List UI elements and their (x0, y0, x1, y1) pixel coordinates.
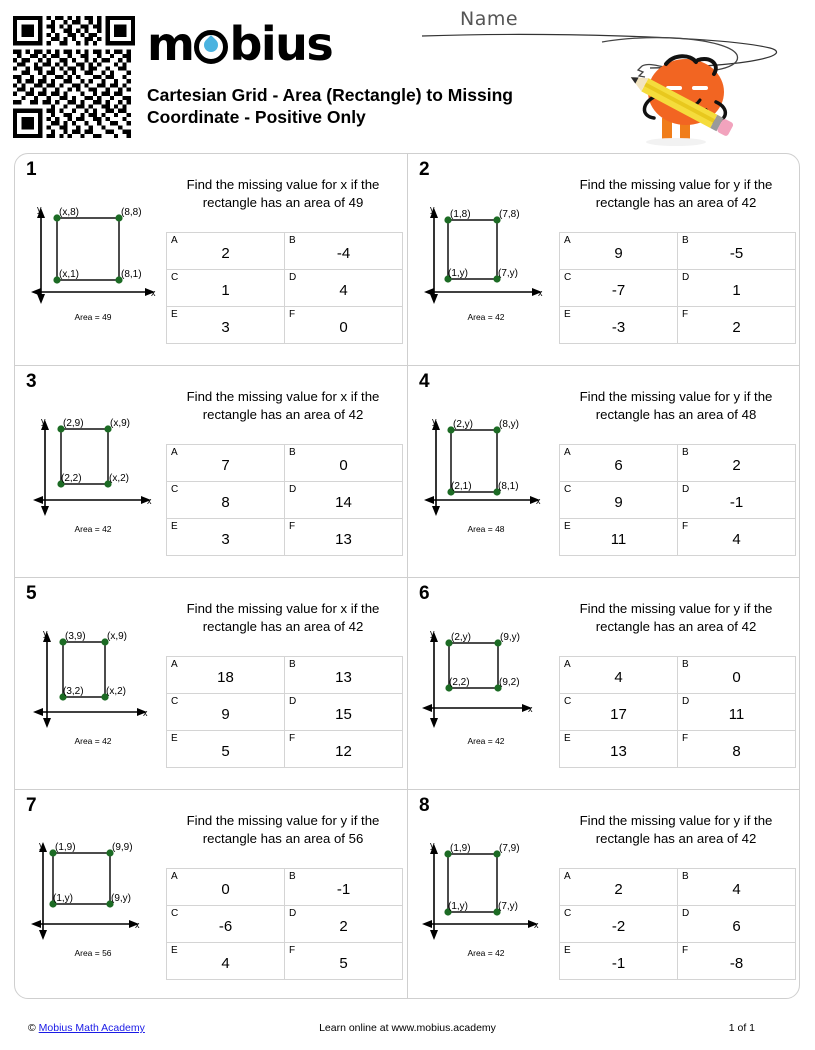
option-value: 9 (614, 494, 623, 511)
option-letter: D (289, 272, 297, 283)
answer-row (560, 906, 796, 943)
answer-option-c[interactable] (167, 906, 285, 943)
answer-option-a[interactable] (167, 657, 285, 694)
option-value: -3 (611, 319, 626, 336)
answer-row (560, 657, 796, 694)
answer-option-b[interactable] (678, 233, 796, 270)
svg-text:x: x (151, 288, 156, 298)
question-cell-7 (15, 790, 408, 1000)
answer-option-b[interactable] (678, 869, 796, 906)
option-letter: D (682, 272, 690, 283)
option-letter: A (564, 235, 571, 246)
svg-text:x: x (135, 920, 140, 930)
answer-option-f[interactable] (678, 307, 796, 344)
option-value: 4 (614, 669, 623, 686)
answer-option-a[interactable] (560, 869, 678, 906)
figure-svg (23, 200, 163, 312)
vertex-label-bottom-left: (2,2) (449, 677, 470, 688)
option-letter: F (682, 521, 689, 532)
option-value: 8 (732, 743, 741, 760)
figure-svg (23, 836, 163, 948)
answer-option-f[interactable] (678, 519, 796, 556)
option-letter: E (564, 521, 571, 532)
answer-row (167, 519, 403, 556)
question-prompt: Find the missing value for y if the rectangle has an area of 48 (579, 389, 773, 422)
answer-option-a[interactable] (560, 445, 678, 482)
option-letter: F (289, 309, 296, 320)
option-letter: D (289, 696, 297, 707)
figure-svg (23, 624, 163, 736)
answer-option-b[interactable] (285, 657, 403, 694)
option-letter: E (171, 521, 178, 532)
questions-table (15, 154, 800, 999)
answer-row (167, 482, 403, 519)
answer-option-d[interactable] (678, 694, 796, 731)
option-letter: B (289, 659, 296, 670)
answer-row (560, 731, 796, 768)
question-prompt: Find the missing value for x if the rectangle has an area of 49 (186, 177, 380, 210)
answer-options-table (559, 444, 796, 556)
area-caption: Area = 49 (74, 312, 112, 322)
vertex-label-top-right: (7,9) (499, 843, 520, 854)
answer-option-b[interactable] (678, 657, 796, 694)
vertex-label-bottom-right: (x,2) (106, 686, 126, 697)
vertex-label-top-left: (1,8) (450, 209, 471, 220)
vertex-label-bottom-left: (2,2) (61, 473, 82, 484)
cartesian-figure (416, 200, 556, 340)
option-value: 8 (221, 494, 230, 511)
answer-option-f[interactable] (285, 519, 403, 556)
answer-option-b[interactable] (285, 233, 403, 270)
answer-option-b[interactable] (285, 445, 403, 482)
question-cell-6 (408, 578, 801, 790)
area-caption: Area = 48 (467, 524, 505, 534)
option-value: 14 (335, 494, 352, 511)
vertex-label-bottom-left: (1,y) (53, 893, 73, 904)
question-number: 6 (419, 583, 430, 604)
svg-text:y: y (432, 416, 437, 426)
vertex-label-top-left: (3,9) (65, 631, 86, 642)
page-number: 1 of 1 (728, 1022, 755, 1034)
option-letter: D (682, 484, 690, 495)
svg-text:x: x (538, 288, 543, 298)
option-value: 0 (221, 881, 230, 898)
vertex-label-top-right: (x,9) (107, 631, 127, 642)
vertex-label-bottom-right: (7,y) (498, 901, 518, 912)
option-value: 13 (335, 531, 352, 548)
answer-option-c[interactable] (560, 906, 678, 943)
question-prompt: Find the missing value for y if the rectangle has an area of 42 (579, 177, 773, 210)
option-letter: A (171, 447, 178, 458)
page-footer (0, 1022, 815, 1046)
option-value: 12 (335, 743, 352, 760)
area-caption: Area = 42 (467, 312, 505, 322)
copyright-symbol: © (28, 1022, 36, 1034)
option-value: 11 (728, 706, 745, 723)
answer-options-table (559, 868, 796, 980)
question-cell-1 (15, 154, 408, 366)
option-letter: E (171, 945, 178, 956)
answer-options-table (166, 656, 403, 768)
cartesian-figure (23, 624, 163, 764)
vertex-label-bottom-right: (9,y) (111, 893, 131, 904)
question-row (15, 578, 800, 790)
option-letter: C (171, 272, 179, 283)
answer-row (560, 943, 796, 980)
option-letter: F (682, 945, 689, 956)
answer-option-f[interactable] (678, 943, 796, 980)
question-row (15, 366, 800, 578)
option-value: -1 (611, 955, 626, 972)
vertex-label-bottom-left: (3,2) (63, 686, 84, 697)
answer-row (560, 307, 796, 344)
option-value: -2 (611, 918, 626, 935)
option-value: 7 (221, 457, 230, 474)
learn-online-text: Learn online at www.mobius.academy (319, 1022, 496, 1034)
vertex-label-bottom-left: (2,1) (451, 481, 472, 492)
answer-row (167, 657, 403, 694)
answer-row (167, 694, 403, 731)
answer-option-f[interactable] (285, 943, 403, 980)
cartesian-figure (416, 412, 556, 552)
option-value: 9 (614, 245, 623, 262)
answer-row (167, 906, 403, 943)
question-number: 2 (419, 159, 430, 180)
option-value: 2 (732, 457, 741, 474)
vertex-label-top-right: (x,9) (110, 418, 130, 429)
option-letter: B (682, 447, 689, 458)
option-letter: C (171, 696, 179, 707)
figure-svg (416, 624, 556, 736)
option-value: -5 (729, 245, 744, 262)
question-prompt: Find the missing value for y if the rectangle has an area of 42 (579, 601, 773, 634)
option-value: 4 (221, 955, 230, 972)
question-prompt: Find the missing value for x if the rectangle has an area of 42 (186, 389, 380, 422)
option-letter: B (289, 871, 296, 882)
svg-text:x: x (534, 920, 539, 930)
option-letter: C (564, 484, 572, 495)
answer-option-f[interactable] (285, 307, 403, 344)
figure-svg (416, 412, 556, 524)
answer-option-e[interactable] (560, 943, 678, 980)
option-letter: D (682, 908, 690, 919)
area-caption: Area = 42 (74, 524, 112, 534)
cartesian-figure (23, 836, 163, 976)
option-value: 3 (221, 319, 230, 336)
answer-option-e[interactable] (167, 519, 285, 556)
answer-option-d[interactable] (285, 694, 403, 731)
option-value: 0 (339, 457, 348, 474)
vertex-label-top-left: (x,8) (59, 207, 79, 218)
option-letter: B (289, 235, 296, 246)
svg-text:y: y (430, 628, 435, 638)
option-letter: A (564, 447, 571, 458)
option-letter: B (682, 659, 689, 670)
name-label: Name (460, 8, 519, 30)
vertex-label-top-left: (2,9) (63, 418, 84, 429)
svg-text:x: x (147, 496, 152, 506)
question-number: 8 (419, 795, 430, 816)
answer-option-e[interactable] (560, 307, 678, 344)
vertex-label-top-right: (9,9) (112, 842, 133, 853)
answer-option-a[interactable] (167, 869, 285, 906)
option-letter: F (289, 945, 296, 956)
qr-code (13, 16, 135, 138)
option-value: 17 (610, 706, 627, 723)
option-letter: A (171, 235, 178, 246)
answer-option-d[interactable] (285, 906, 403, 943)
mobius-logo (147, 18, 412, 72)
answer-row (560, 482, 796, 519)
answer-option-d[interactable] (285, 270, 403, 307)
option-value: -1 (336, 881, 351, 898)
option-value: 13 (335, 669, 352, 686)
option-letter: B (289, 447, 296, 458)
option-letter: B (682, 871, 689, 882)
question-cell-5 (15, 578, 408, 790)
answer-option-a[interactable] (560, 657, 678, 694)
answer-row (167, 307, 403, 344)
answer-row (560, 445, 796, 482)
option-letter: E (171, 309, 178, 320)
answer-option-e[interactable] (560, 519, 678, 556)
mobius-math-academy-link[interactable]: Mobius Math Academy (38, 1022, 145, 1034)
answer-option-d[interactable] (678, 906, 796, 943)
answer-option-d[interactable] (285, 482, 403, 519)
answer-option-d[interactable] (678, 482, 796, 519)
answer-option-c[interactable] (560, 482, 678, 519)
cartesian-figure (23, 200, 163, 340)
option-value: 2 (221, 245, 230, 262)
question-cell-2 (408, 154, 801, 366)
logo-text-post: bius (229, 17, 333, 71)
answer-option-a[interactable] (560, 233, 678, 270)
figure-svg (416, 836, 556, 948)
option-value: 3 (221, 531, 230, 548)
mascot-illustration (600, 30, 750, 148)
answer-option-b[interactable] (678, 445, 796, 482)
answer-row (167, 233, 403, 270)
vertex-label-bottom-right: (7,y) (498, 268, 518, 279)
answer-row (167, 869, 403, 906)
svg-text:y: y (37, 204, 42, 214)
option-value: 1 (221, 282, 230, 299)
option-value: 2 (732, 319, 741, 336)
answer-option-a[interactable] (167, 445, 285, 482)
question-number: 1 (26, 159, 37, 180)
vertex-label-top-left: (1,9) (450, 843, 471, 854)
vertex-label-bottom-left: (1,y) (448, 268, 468, 279)
option-letter: E (564, 733, 571, 744)
option-letter: A (171, 659, 178, 670)
cartesian-figure (23, 412, 163, 552)
question-number: 3 (26, 371, 37, 392)
vertex-label-bottom-right: (x,2) (109, 473, 129, 484)
answer-row (560, 869, 796, 906)
option-value: 4 (732, 881, 741, 898)
answer-option-c[interactable] (167, 270, 285, 307)
svg-text:y: y (41, 416, 46, 426)
page-title: Cartesian Grid - Area (Rectangle) to Missing Coordinate - Positive Only (147, 85, 513, 127)
answer-row (167, 270, 403, 307)
vertex-label-bottom-left: (1,y) (448, 901, 468, 912)
svg-text:y: y (430, 204, 435, 214)
question-row (15, 154, 800, 366)
answer-options-table (559, 656, 796, 768)
answer-row (167, 445, 403, 482)
answer-row (560, 519, 796, 556)
option-letter: A (564, 659, 571, 670)
area-caption: Area = 42 (467, 948, 505, 958)
answer-option-a[interactable] (167, 233, 285, 270)
option-letter: E (564, 309, 571, 320)
option-letter: C (564, 908, 572, 919)
svg-text:x: x (528, 704, 533, 714)
option-value: 18 (217, 669, 234, 686)
answer-option-d[interactable] (678, 270, 796, 307)
answer-option-e[interactable] (560, 731, 678, 768)
answer-row (560, 233, 796, 270)
option-value: -8 (729, 955, 744, 972)
question-number: 5 (26, 583, 37, 604)
option-value: 13 (610, 743, 627, 760)
answer-row (167, 731, 403, 768)
question-cell-4 (408, 366, 801, 578)
question-prompt: Find the missing value for x if the rectangle has an area of 42 (186, 601, 380, 634)
option-letter: F (682, 309, 689, 320)
answer-option-e[interactable] (167, 731, 285, 768)
option-letter: B (682, 235, 689, 246)
vertex-label-top-right: (9,y) (500, 632, 520, 643)
question-number: 7 (26, 795, 37, 816)
vertex-label-top-left: (1,9) (55, 842, 76, 853)
option-letter: D (682, 696, 690, 707)
area-caption: Area = 56 (74, 948, 112, 958)
vertex-label-top-left: (2,y) (451, 632, 471, 643)
option-value: 5 (339, 955, 348, 972)
cartesian-figure (416, 624, 556, 764)
figure-svg (23, 412, 163, 524)
mascot-svg (600, 30, 750, 148)
svg-text:y: y (39, 840, 44, 850)
vertex-label-top-right: (7,8) (499, 209, 520, 220)
answer-option-e[interactable] (167, 943, 285, 980)
answer-options-table (559, 232, 796, 344)
question-prompt: Find the missing value for y if the rectangle has an area of 42 (579, 813, 773, 846)
option-value: -4 (336, 245, 351, 262)
questions-grid (14, 153, 800, 999)
cartesian-figure (416, 836, 556, 976)
option-letter: E (171, 733, 178, 744)
vertex-label-bottom-right: (8,1) (498, 481, 519, 492)
option-value: 0 (339, 319, 348, 336)
option-value: 5 (221, 743, 230, 760)
answer-options-table (166, 444, 403, 556)
option-value: 6 (732, 918, 741, 935)
mobius-droplet-icon (194, 30, 228, 64)
answer-row (560, 694, 796, 731)
option-letter: C (171, 908, 179, 919)
option-letter: E (564, 945, 571, 956)
option-value: 4 (339, 282, 348, 299)
vertex-label-bottom-right: (8,1) (121, 269, 142, 280)
answer-row (167, 943, 403, 980)
vertex-label-top-left: (2,y) (453, 419, 473, 430)
answer-row (560, 270, 796, 307)
vertex-label-top-right: (8,8) (121, 207, 142, 218)
option-value: -6 (218, 918, 233, 935)
svg-text:x: x (143, 708, 148, 718)
area-caption: Area = 42 (467, 736, 505, 746)
question-cell-3 (15, 366, 408, 578)
answer-options-table (166, 232, 403, 344)
option-letter: C (171, 484, 179, 495)
option-value: 15 (335, 706, 352, 723)
option-value: 1 (732, 282, 741, 299)
vertex-label-bottom-right: (9,2) (499, 677, 520, 688)
answer-option-f[interactable] (678, 731, 796, 768)
figure-svg (416, 200, 556, 312)
question-row (15, 790, 800, 1000)
qr-code-svg (13, 16, 135, 138)
svg-text:y: y (43, 628, 48, 638)
option-value: 9 (221, 706, 230, 723)
option-value: -7 (611, 282, 626, 299)
answer-options-table (166, 868, 403, 980)
option-letter: F (289, 521, 296, 532)
page-header (0, 0, 815, 148)
answer-option-e[interactable] (167, 307, 285, 344)
vertex-label-bottom-left: (x,1) (59, 269, 79, 280)
svg-text:y: y (430, 840, 435, 850)
option-value: 0 (732, 669, 741, 686)
logo-text-pre: m (147, 17, 194, 71)
option-letter: D (289, 908, 297, 919)
option-letter: A (564, 871, 571, 882)
option-value: 2 (614, 881, 623, 898)
question-prompt: Find the missing value for y if the rectangle has an area of 56 (186, 813, 380, 846)
option-value: -1 (729, 494, 744, 511)
answer-option-b[interactable] (285, 869, 403, 906)
option-value: 6 (614, 457, 623, 474)
option-letter: A (171, 871, 178, 882)
option-letter: D (289, 484, 297, 495)
option-letter: C (564, 696, 572, 707)
answer-option-f[interactable] (285, 731, 403, 768)
question-cell-8 (408, 790, 801, 1000)
option-letter: C (564, 272, 572, 283)
svg-text:x: x (536, 496, 541, 506)
option-value: 4 (732, 531, 741, 548)
vertex-label-top-right: (8,y) (499, 419, 519, 430)
answer-option-c[interactable] (560, 270, 678, 307)
option-value: 11 (610, 531, 627, 548)
option-letter: F (289, 733, 296, 744)
option-letter: F (682, 733, 689, 744)
answer-option-c[interactable] (167, 482, 285, 519)
question-number: 4 (419, 371, 430, 392)
answer-option-c[interactable] (560, 694, 678, 731)
option-value: 2 (339, 918, 348, 935)
area-caption: Area = 42 (74, 736, 112, 746)
answer-option-c[interactable] (167, 694, 285, 731)
